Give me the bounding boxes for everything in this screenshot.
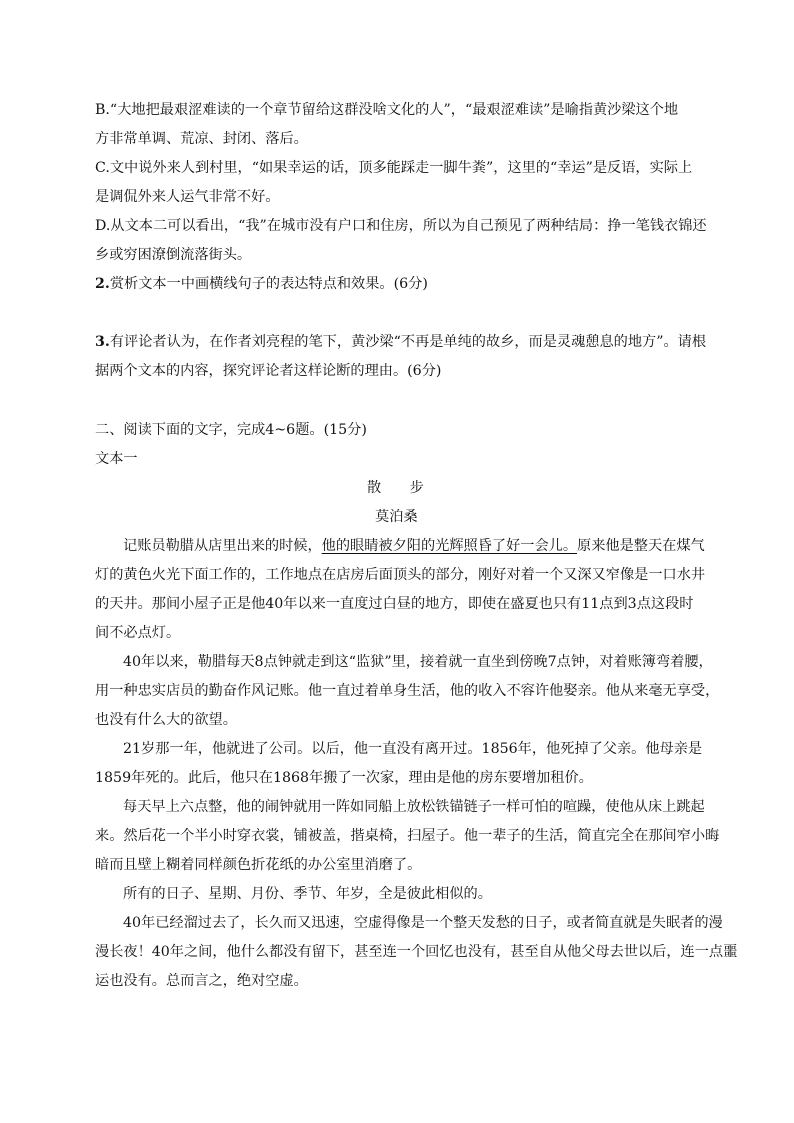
question-2: [95, 274, 428, 294]
option-c-line-1: C.文中说外来人到村里，“如果幸运的话，顶多能踩走一脚牛粪”，这里的“幸运”是反语，实际上: [95, 160, 693, 176]
paragraph-4-line-2: 来。然后花一个半小时穿衣裳，铺被盖，揩桌椅，扫屋子。他一辈子的生活，简直完全在那间窄小晦: [95, 828, 720, 844]
question-2-text: 赏析文本一中画横线句子的表达特点和效果。(6分): [109, 276, 428, 292]
paragraph-3-line-2: 1859年死的。此后，他只在1868年搬了一次家，理由是他的房东要增加租价。: [95, 770, 593, 786]
paragraph-4-line-3: 暗而且壁上糊着同样颜色折花纸的办公室里消磨了。: [95, 857, 422, 873]
paragraph-1-start: 记账员勒腊从店里出来的时候，: [123, 538, 322, 554]
article-title: 散 步: [367, 480, 424, 496]
paragraph-6-line-2: 漫长夜！40年之间，他什么都没有留下，甚至连一个回忆也没有，甚至自从他父母去世以后，连一点噩: [95, 944, 738, 960]
option-c-line-2: 是调侃外来人运气非常不好。: [95, 189, 280, 205]
section-heading: 二、阅读下面的文字，完成4~6题。(15分): [95, 422, 367, 438]
paragraph-1-line-4: 间不必点灯。: [95, 625, 181, 641]
option-d-line-1: D.从文本二可以看出，“我”在城市没有户口和住房，所以为自己预见了两种结局：挣一笔钱衣锦还: [95, 218, 707, 234]
paragraph-1-rest: 原来他是整天在煤气: [577, 538, 705, 554]
article-author: 莫泊桑: [375, 509, 418, 525]
paragraph-1-line-3: 的天井。那间小屋子正是他40年以来一直度过白昼的地方，即使在盛夏也只有11点到3点这段时: [95, 596, 694, 612]
paragraph-1-line-1: [123, 536, 705, 556]
paragraph-1-line-2: 灯的黄色火光下面工作的，工作地点在店房后面顶头的部分，刚好对着一个又深又窄像是一口水井: [95, 567, 706, 583]
question-2-number: 2.: [95, 276, 110, 292]
question-3-number: 3.: [95, 334, 110, 350]
paragraph-2-line-2: 用一种忠实店员的勤奋作风记账。他一直过着单身生活，他的收入不容许他娶亲。他从来毫无享受，: [95, 683, 720, 699]
text-label: 文本一: [95, 451, 138, 467]
paragraph-2-line-3: 也没有什么大的欲望。: [95, 712, 237, 728]
paragraph-5-line-1: 所有的日子、星期、月份、季节、年岁，全是彼此相似的。: [123, 886, 492, 902]
paragraph-4-line-1: 每天早上六点整，他的闹钟就用一阵如同船上放松铁锚链子一样可怕的喧躁，使他从床上跳起: [123, 799, 705, 815]
question-3-line-1: [95, 332, 706, 352]
underlined-sentence: 他的眼睛被夕阳的光辉照昏了好一会儿。: [321, 538, 578, 554]
question-3-text: 有评论者认为，在作者刘亮程的笔下，黄沙梁“不再是单纯的故乡，而是灵魂憩息的地方”。请根: [109, 334, 707, 350]
paragraph-3-line-1: 21岁那一年，他就进了公司。以后，他一直没有离开过。1856年，他死掉了父亲。他母亲是: [123, 741, 703, 757]
paragraph-6-line-3: 运也没有。总而言之，绝对空虚。: [95, 973, 308, 989]
option-d-line-2: 乡或穷困潦倒流落街头。: [95, 247, 252, 263]
option-b-line-1: B.“大地把最艰涩难读的一个章节留给这群没啥文化的人”，“最艰涩难读”是喻指黄沙梁这个地: [95, 102, 679, 118]
paragraph-6-line-1: 40年已经溜过去了，长久而又迅速，空虚得像是一个整天发愁的日子，或者简直就是失眠者的漫: [123, 915, 723, 931]
paragraph-2-line-1: 40年以来，勒腊每天8点钟就走到这“监狱”里，接着就一直坐到傍晚7点钟，对着账簿弯着腰，: [123, 654, 713, 670]
question-3-line-2: 据两个文本的内容，探究评论者这样论断的理由。(6分): [95, 363, 442, 379]
option-b-line-2: 方非常单调、荒凉、封闭、落后。: [95, 131, 308, 147]
